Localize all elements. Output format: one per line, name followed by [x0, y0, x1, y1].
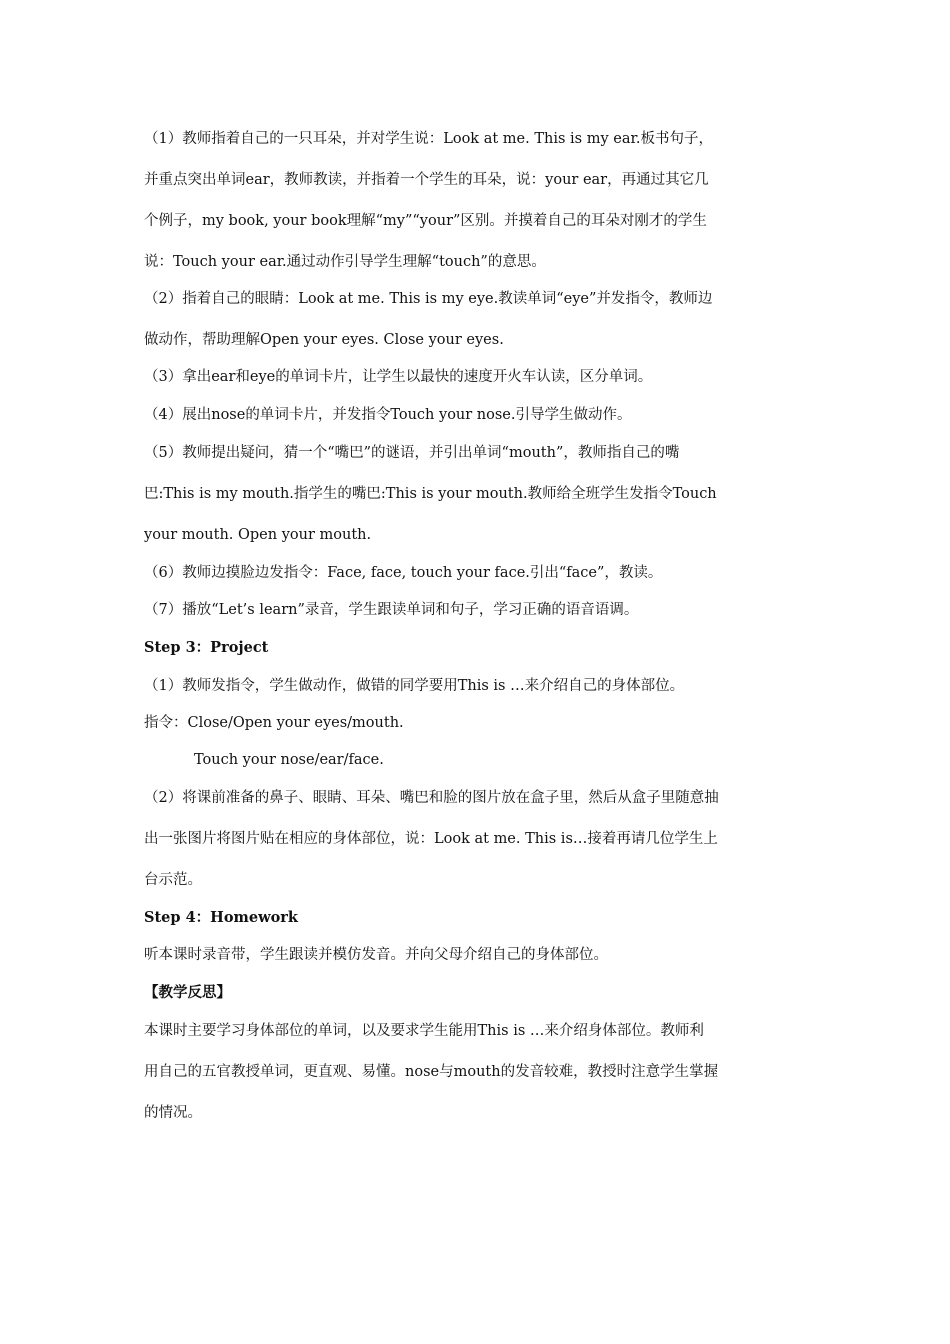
step3-item-2-line-2: 出一张图片将图片贴在相应的身体部位，说：Look at me. This is…接着再请几位学生上	[144, 831, 718, 847]
p5-line-1: （5）教师提出疑问，猜一个“嘴巴”的谜语，并引出单词“mouth”，教师指自己的嘴	[144, 445, 680, 461]
p7-line: （7）播放“Let’s learn”录音，学生跟读单词和句子，学习正确的语音语调。	[144, 602, 639, 618]
reflection-line-1: 本课时主要学习身体部位的单词，以及要求学生能用This is …来介绍身体部位。教师利	[144, 1023, 704, 1039]
step3-command-1: 指令：Close/Open your eyes/mouth.	[144, 715, 404, 731]
step3-command-2: Touch your nose/ear/face.	[194, 752, 384, 768]
reflection-heading: 【教学反思】	[144, 984, 231, 1001]
reflection-line-3: 的情况。	[144, 1105, 202, 1121]
p2-line-1: （2）指着自己的眼睛：Look at me. This is my eye.教读单词“eye”并发指令，教师边	[144, 291, 713, 307]
p3-line: （3）拿出ear和eye的单词卡片，让学生以最快的速度开火车认读，区分单词。	[144, 369, 653, 385]
p5-line-2: 巴:This is my mouth.指学生的嘴巴:This is your mouth.教师给全班学生发指令Touch	[144, 486, 717, 502]
p1-line-2: 并重点突出单词ear，教师教读，并指着一个学生的耳朵，说：your ear，再通过其它几	[144, 172, 709, 188]
p1-line-3: 个例子，my book, your book理解“my”“your”区别。并摸着自己的耳朵对刚才的学生	[144, 213, 707, 229]
step4-heading: Step 4：Homework	[144, 909, 298, 926]
reflection-line-2: 用自己的五官教授单词，更直观、易懂。nose与mouth的发音较难，教授时注意学生掌握	[144, 1064, 719, 1080]
step3-item-2-line-3: 台示范。	[144, 872, 202, 888]
p2-line-2: 做动作，帮助理解Open your eyes. Close your eyes.	[144, 332, 504, 348]
step3-item-1: （1）教师发指令，学生做动作，做错的同学要用This is …来介绍自己的身体部位。	[144, 678, 685, 694]
step3-heading: Step 3：Project	[144, 639, 269, 656]
p5-line-3: your mouth. Open your mouth.	[144, 527, 372, 543]
step3-item-2-line-1: （2）将课前准备的鼻子、眼睛、耳朵、嘴巴和脸的图片放在盒子里，然后从盒子里随意抽	[144, 790, 719, 806]
p6-line: （6）教师边摸脸边发指令：Face, face, touch your face.引出“face”，教读。	[144, 565, 663, 581]
p1-line-4: 说：Touch your ear.通过动作引导学生理解“touch”的意思。	[144, 254, 546, 270]
p4-line: （4）展出nose的单词卡片，并发指令Touch your nose.引导学生做动作。	[144, 407, 632, 423]
p1-line-1: （1）教师指着自己的一只耳朵，并对学生说：Look at me. This is my ear.板书句子，	[144, 131, 713, 147]
step4-text: 听本课时录音带，学生跟读并模仿发音。并向父母介绍自己的身体部位。	[144, 947, 608, 963]
